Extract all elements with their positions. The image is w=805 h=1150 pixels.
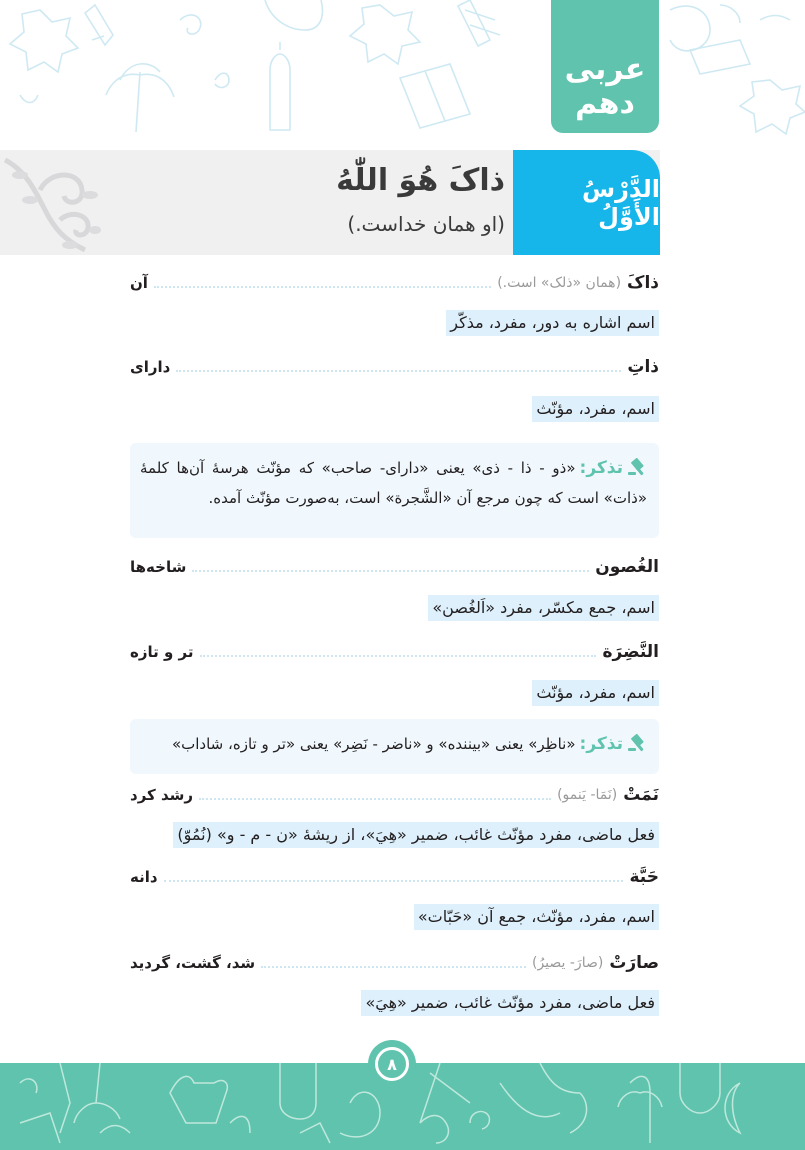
dotted-leader <box>176 370 621 372</box>
vocab-entry <box>130 637 659 667</box>
vocab-description-row <box>414 904 659 934</box>
vocab-description-row <box>428 595 659 625</box>
vocab-entry <box>130 552 659 582</box>
vocab-description-row <box>361 990 659 1020</box>
note-text: «ذو - ذا - ذی» یعنی «دارای- صاحب» که مؤنّث هرسهٔ آن‌ها کلمهٔ «ذات» است که چون مرجع آن «الشَّجرة» است، به‌صورت مؤنّث آمده. <box>140 459 647 507</box>
vocab-word-note: (نَمَا- یَنمو) <box>557 787 618 803</box>
vocab-meaning: رشد کرد <box>130 786 194 804</box>
note-text: «ناظِر» یعنی «بیننده» و «ناضر - نَضِر» یعنی «تر و تازه، شاداب» <box>171 735 576 753</box>
lesson-subtitle: (او همان خداست.) <box>347 212 505 236</box>
gavel-icon <box>627 734 647 752</box>
vocab-word-note: (صارَ- یصیرُ) <box>531 955 604 971</box>
note-label: تذکر: <box>579 734 623 754</box>
vocab-meaning: دانه <box>130 868 158 886</box>
vocab-word: ذاتِ <box>627 357 659 377</box>
dotted-leader <box>192 570 589 572</box>
floral-ornament-icon <box>0 150 140 255</box>
vocab-description: اسم اشاره به دور، مفرد، مذکّر <box>446 310 659 336</box>
vocab-word-note: (همان «ذلک» است.) <box>497 275 622 291</box>
vocab-description-row <box>532 396 659 426</box>
gavel-icon <box>627 458 647 476</box>
grade-label: دهم <box>575 86 635 121</box>
vocab-word: ذاکَ <box>627 273 659 293</box>
vocab-description: فعل ماضی، مفرد مؤنّث غائب، ضمیر «هِيَ»، از ریشهٔ «ن - م - و» (نُمُوّ) <box>173 822 659 848</box>
vocab-entry <box>130 352 659 382</box>
vocab-meaning: شد، گشت، گردید <box>130 954 256 972</box>
subject-name: عربی <box>564 52 646 87</box>
vocab-description-row <box>173 822 659 852</box>
vocab-entry <box>130 948 659 978</box>
vocab-word: صارَتْ <box>609 953 659 973</box>
vocab-meaning: تر و تازه <box>130 643 194 661</box>
dotted-leader <box>261 966 526 968</box>
doodle-pattern-icon <box>0 0 805 135</box>
note-label: تذکر: <box>579 458 623 478</box>
dotted-leader <box>199 798 551 800</box>
subject-tab <box>551 0 659 133</box>
vocab-meaning: آن <box>130 274 148 292</box>
vocab-description: اسم، مفرد، مؤنّث <box>532 396 659 422</box>
vocab-word: نَمَتْ <box>623 785 659 805</box>
vocab-description: اسم، جمع مکسّر، مفرد «اَلغُصن» <box>428 595 659 621</box>
vocab-description: اسم، مفرد، مؤنّث، جمع آن «حَبّات» <box>414 904 659 930</box>
top-decorative-pattern <box>0 0 805 135</box>
dotted-leader <box>200 655 597 657</box>
vocab-entry <box>130 268 659 298</box>
vocab-meaning: دارای <box>130 358 171 376</box>
lesson-title: ذاکَ هُوَ اللّٰهُ <box>336 163 505 198</box>
dotted-leader <box>164 880 624 882</box>
note-box <box>130 443 659 538</box>
vocab-word: النَّضِرَة <box>602 642 659 662</box>
lesson-number-label: الدَّرْسُ الأَوَّلُ <box>513 150 660 255</box>
vocab-meaning: شاخه‌ها <box>130 558 187 576</box>
vocab-entry <box>130 780 659 810</box>
vocab-word: حَبَّة <box>629 867 659 887</box>
dotted-leader <box>154 286 491 288</box>
page-number: ۸ <box>375 1047 409 1081</box>
page-number-badge <box>368 1040 416 1088</box>
vocab-description-row <box>446 310 659 340</box>
vocab-description: اسم، مفرد، مؤنّث <box>532 680 659 706</box>
note-box <box>130 719 659 774</box>
vocab-word: الغُصون <box>595 557 659 577</box>
vocab-description-row <box>532 680 659 710</box>
vocab-description: فعل ماضی، مفرد مؤنّث غائب، ضمیر «هِيَ» <box>361 990 659 1016</box>
vocab-entry <box>130 862 659 892</box>
